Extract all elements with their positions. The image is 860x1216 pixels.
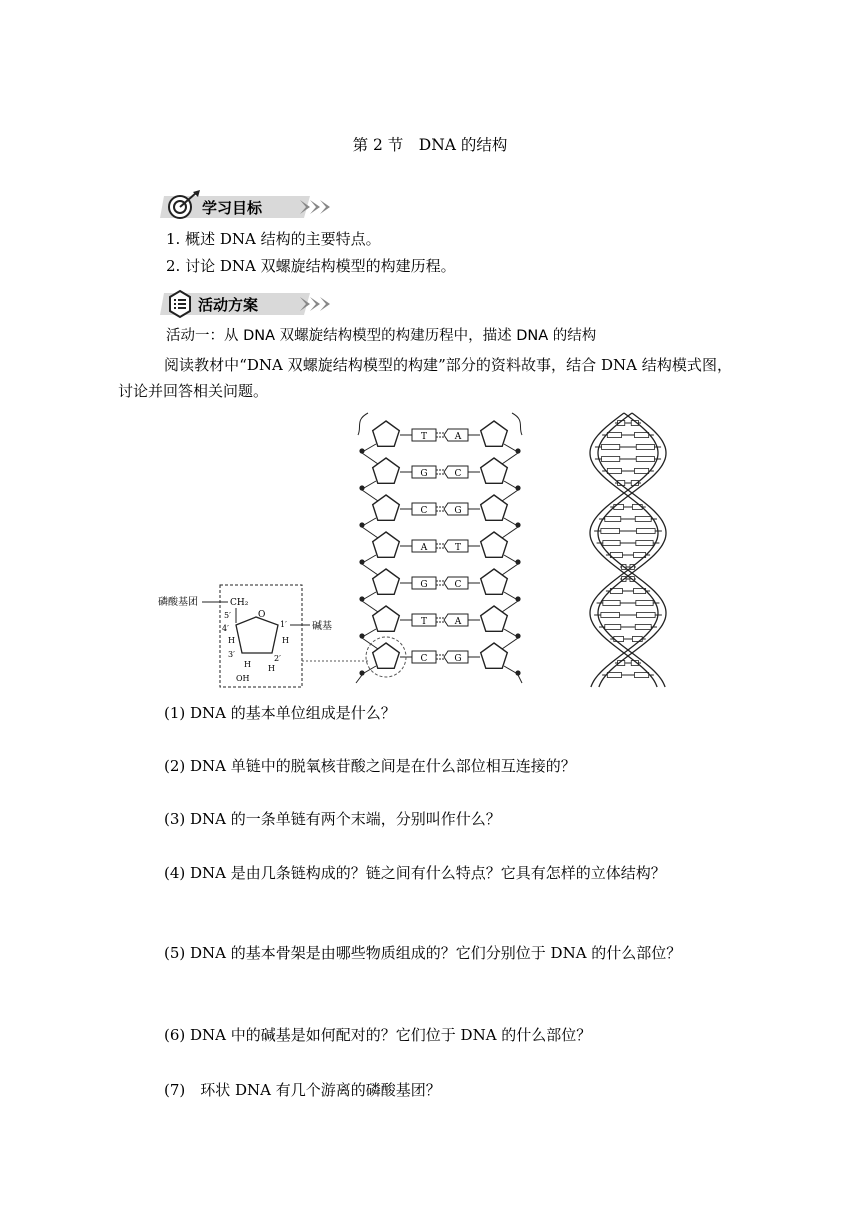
sugar-left <box>373 458 400 483</box>
base-letter: G <box>420 580 428 590</box>
sugar-right <box>481 569 508 594</box>
sugar-right <box>481 532 508 557</box>
helix-rung <box>602 469 654 474</box>
base-letter: G <box>454 506 462 516</box>
svg-text:OH: OH <box>236 674 250 683</box>
question-6: (6) DNA 中的碱基是如何配对的？它们位于 DNA 的什么部位？ <box>164 1026 592 1044</box>
helix-rung <box>594 529 662 534</box>
phosphate-left <box>359 522 364 527</box>
phosphate-right <box>515 633 520 638</box>
base-letter: A <box>420 543 428 553</box>
phosphate-right <box>515 522 520 527</box>
question-5: (5) DNA 的基本骨架是由哪些物质组成的？它们分别位于 DNA 的什么部位？ <box>164 944 682 962</box>
dna-structure-figure <box>150 405 710 695</box>
base-pair <box>359 421 520 464</box>
helix-rung <box>599 625 657 630</box>
phosphate-right <box>515 670 520 675</box>
base-letter: C <box>454 469 462 479</box>
activity-intro: 阅读教材中“DNA 双螺旋结构模型的构建”部分的资料故事，结合 DNA 结构模式图，讨论并回答相关问题。 <box>118 356 732 400</box>
page-title: 第 2 节 DNA 的结构 <box>352 136 508 154</box>
banner-label: 学习目标 <box>202 199 263 217</box>
svg-text:1′: 1′ <box>280 620 287 629</box>
question-1: (1) DNA 的基本单位组成是什么？ <box>164 704 396 722</box>
base-letter: A <box>454 432 462 442</box>
helix-rung <box>599 517 657 522</box>
svg-text:3′: 3′ <box>228 650 235 659</box>
helix-rung <box>595 445 661 450</box>
question-2: (2) DNA 单链中的脱氧核苷酸之间是在什么部位相互连接的？ <box>164 757 576 775</box>
dna-double-helix <box>590 413 666 687</box>
section-banner-objectives <box>160 190 340 224</box>
sugar-left <box>373 495 400 520</box>
phosphate-left <box>359 448 364 453</box>
objective-2: 2. 讨论 DNA 双螺旋结构模型的构建历程。 <box>166 257 456 275</box>
base-letter: C <box>454 580 462 590</box>
helix-rung <box>602 673 654 678</box>
section-banner-activities <box>160 287 340 321</box>
phosphate-left <box>359 596 364 601</box>
phosphate-left <box>359 559 364 564</box>
objective-1: 1. 概述 DNA 结构的主要特点。 <box>166 230 381 248</box>
question-3: (3) DNA 的一条单链有两个末端，分别叫作什么？ <box>164 810 501 828</box>
base-pair <box>359 606 520 649</box>
dna-ladder <box>356 413 522 683</box>
base-pair <box>359 532 520 575</box>
helix-rung <box>595 457 661 462</box>
phosphate-left <box>359 670 364 675</box>
svg-text:4′: 4′ <box>222 624 229 633</box>
nucleotide-detail <box>158 585 368 687</box>
helix-rung <box>597 601 660 606</box>
svg-text:H: H <box>228 636 235 645</box>
helix-rung <box>602 433 654 438</box>
banner-label: 活动方案 <box>198 296 259 314</box>
svg-text:O: O <box>258 610 266 620</box>
phosphate-right <box>515 448 520 453</box>
base-label: 碱基 <box>312 621 332 632</box>
activity-heading: 活动一：从 DNA 双螺旋结构模型的构建历程中，描述 DNA 的结构 <box>166 328 597 344</box>
svg-text:2′: 2′ <box>274 654 281 663</box>
sugar-right <box>481 421 508 446</box>
base-letter: T <box>420 432 428 442</box>
helix-rung <box>594 613 662 618</box>
question-7: (7) 环状 DNA 有几个游离的磷酸基团？ <box>164 1081 441 1099</box>
phosphate-right <box>515 485 520 490</box>
base-letter: A <box>454 617 462 627</box>
base-letter: G <box>420 469 428 479</box>
sugar-left <box>373 421 400 446</box>
svg-text:5′: 5′ <box>224 611 231 620</box>
svg-text:CH₂: CH₂ <box>230 598 249 608</box>
svg-text:H: H <box>268 664 275 673</box>
helix-strand-a <box>590 413 666 687</box>
phosphate-label: 磷酸基团 <box>158 597 198 608</box>
svg-text:H: H <box>244 660 251 669</box>
sugar-left <box>373 606 400 631</box>
base-letter: C <box>420 654 428 664</box>
base-pair <box>359 458 520 501</box>
question-4: (4) DNA 是由几条链构成的？链之间有什么特点？它具有怎样的立体结构？ <box>164 864 666 882</box>
sugar-left <box>373 643 400 668</box>
sugar-right <box>481 495 508 520</box>
sugar-right <box>481 643 508 668</box>
base-letter: C <box>420 506 428 516</box>
sugar-right <box>481 606 508 631</box>
phosphate-left <box>359 485 364 490</box>
base-pair <box>359 569 520 612</box>
helix-strand-b <box>590 413 666 687</box>
base-pair <box>356 643 522 683</box>
base-letter: T <box>454 543 462 553</box>
sugar-right <box>481 458 508 483</box>
phosphate-right <box>515 559 520 564</box>
helix-rung <box>597 541 660 546</box>
base-pair <box>359 495 520 538</box>
sugar-left <box>373 532 400 557</box>
phosphate-right <box>515 596 520 601</box>
phosphate-left <box>359 633 364 638</box>
svg-text:H: H <box>282 636 289 645</box>
base-letter: T <box>420 617 428 627</box>
sugar-left <box>373 569 400 594</box>
base-letter: G <box>454 654 462 664</box>
